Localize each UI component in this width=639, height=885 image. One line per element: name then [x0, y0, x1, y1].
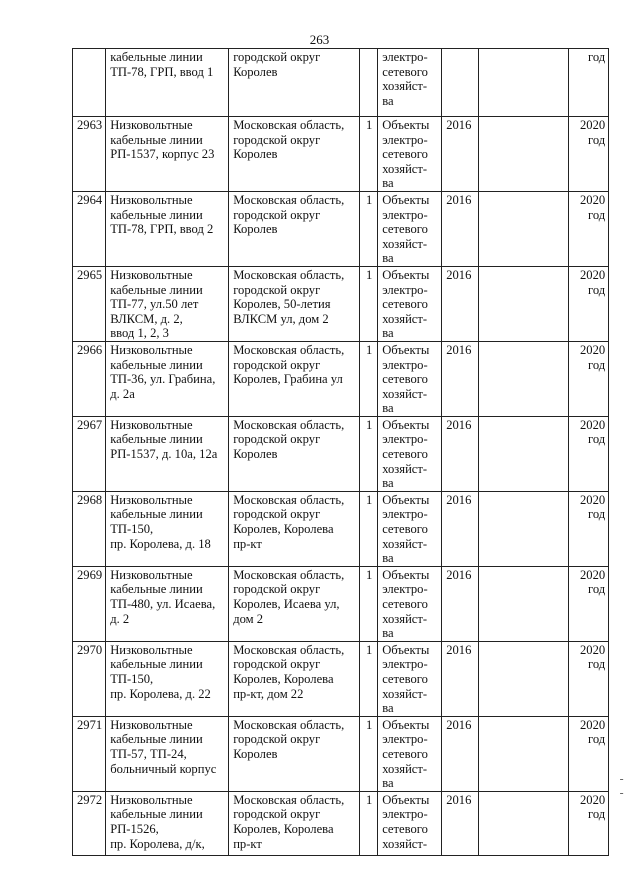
table-row [73, 491, 609, 566]
cell-year-start [442, 49, 479, 117]
cell-object-name: Низковольтные кабельные линии ТП-57, ТП-24, больничный корпус [106, 716, 229, 791]
cell-year-start: 2016 [442, 566, 479, 641]
cell-year-end: год [569, 49, 609, 117]
cell-number: 2964 [73, 191, 106, 266]
cell-year-end: 2020 год [569, 716, 609, 791]
cell-category: Объекты электро- сетевого хозяйст- ва [378, 641, 442, 716]
cell-year-end: 2020 год [569, 341, 609, 416]
table-row [73, 791, 609, 855]
cell-number: 2969 [73, 566, 106, 641]
cell-object-name: Низковольтные кабельные линии РП-1537, д. 10а, 12а [106, 416, 229, 491]
cell-address: Московская область, городской округ Королев, 50-летия ВЛКСМ ул, дом 2 [229, 266, 360, 341]
cell-empty [479, 791, 569, 855]
cell-number: 2968 [73, 491, 106, 566]
cell-object-name: Низковольтные кабельные линии ТП-36, ул. Грабина, д. 2а [106, 341, 229, 416]
cell-empty [479, 416, 569, 491]
cell-address: Московская область, городской округ Королев, Исаева ул, дом 2 [229, 566, 360, 641]
cell-address: Московская область, городской округ Королев, Королева пр-кт [229, 791, 360, 855]
cell-quantity: 1 [360, 341, 378, 416]
table-row [73, 341, 609, 416]
table-row [73, 191, 609, 266]
cell-address: Московская область, городской округ Королев, Грабина ул [229, 341, 360, 416]
cell-empty [479, 641, 569, 716]
cell-object-name: Низковольтные кабельные линии ТП-150, пр. Королева, д. 22 [106, 641, 229, 716]
cell-quantity: 1 [360, 117, 378, 192]
cell-quantity: 1 [360, 716, 378, 791]
cell-address: Московская область, городской округ Королев, Королева пр-кт [229, 491, 360, 566]
cell-address: городской округ Королев [229, 49, 360, 117]
cell-empty [479, 341, 569, 416]
page-number: 263 [309, 32, 330, 47]
cell-number: 2967 [73, 416, 106, 491]
cell-address: Московская область, городской округ Королев, Королева пр-кт, дом 22 [229, 641, 360, 716]
table-row [73, 117, 609, 192]
cell-quantity: 1 [360, 191, 378, 266]
cell-year-end: 2020 год [569, 266, 609, 341]
cell-quantity: 1 [360, 641, 378, 716]
cell-object-name: Низковольтные кабельные линии РП-1537, корпус 23 [106, 117, 229, 192]
cell-year-start: 2016 [442, 266, 479, 341]
cell-quantity [360, 49, 378, 117]
cell-number: 2965 [73, 266, 106, 341]
cell-category: Объекты электро- сетевого хозяйст- ва [378, 117, 442, 192]
cell-quantity: 1 [360, 416, 378, 491]
cell-year-start: 2016 [442, 791, 479, 855]
cell-category: Объекты электро- сетевого хозяйст- ва [378, 191, 442, 266]
cell-object-name: Низковольтные кабельные линии ТП-78, ГРП, ввод 2 [106, 191, 229, 266]
cell-year-end: 2020 год [569, 416, 609, 491]
cell-year-start: 2016 [442, 641, 479, 716]
cell-object-name: Низковольтные кабельные линии ТП-77, ул.50 лет ВЛКСМ, д. 2, ввод 1, 2, 3 [106, 266, 229, 341]
cell-object-name: Низковольтные кабельные линии ТП-480, ул. Исаева, д. 2 [106, 566, 229, 641]
cell-empty [479, 716, 569, 791]
cell-object-name: Низковольтные кабельные линии РП-1526, пр. Королева, д/к, [106, 791, 229, 855]
cell-number: 2966 [73, 341, 106, 416]
cell-category: Объекты электро- сетевого хозяйст- ва [378, 341, 442, 416]
cell-empty [479, 191, 569, 266]
cell-year-end: 2020 год [569, 641, 609, 716]
cell-quantity: 1 [360, 791, 378, 855]
cell-year-start: 2016 [442, 716, 479, 791]
cell-category: Объекты электро- сетевого хозяйст- ва [378, 716, 442, 791]
cell-year-start: 2016 [442, 341, 479, 416]
table-row [73, 716, 609, 791]
cell-address: Московская область, городской округ Королев [229, 716, 360, 791]
table-row [73, 641, 609, 716]
cell-quantity: 1 [360, 491, 378, 566]
cell-address: Московская область, городской округ Королев [229, 416, 360, 491]
cell-number: 2972 [73, 791, 106, 855]
cell-year-end: 2020 год [569, 791, 609, 855]
cell-number: 2970 [73, 641, 106, 716]
cell-quantity: 1 [360, 566, 378, 641]
margin-mark: - - [618, 772, 627, 800]
cell-year-start: 2016 [442, 491, 479, 566]
table-row [73, 566, 609, 641]
cell-year-end: 2020 год [569, 117, 609, 192]
cell-address: Московская область, городской округ Королев [229, 191, 360, 266]
cell-year-start: 2016 [442, 416, 479, 491]
cell-category: Объекты электро- сетевого хозяйст- ва [378, 416, 442, 491]
cell-empty [479, 266, 569, 341]
cell-address: Московская область, городской округ Королев [229, 117, 360, 192]
table-row [73, 266, 609, 341]
cell-category: электро- сетевого хозяйст- ва [378, 49, 442, 117]
cell-year-end: 2020 год [569, 491, 609, 566]
cell-year-start: 2016 [442, 117, 479, 192]
table-body [73, 49, 609, 856]
cell-category: Объекты электро- сетевого хозяйст- [378, 791, 442, 855]
cell-year-end: 2020 год [569, 566, 609, 641]
table-row [73, 416, 609, 491]
cell-object-name: кабельные линии ТП-78, ГРП, ввод 1 [106, 49, 229, 117]
cell-category: Объекты электро- сетевого хозяйст- ва [378, 266, 442, 341]
registry-table [72, 48, 609, 856]
cell-object-name: Низковольтные кабельные линии ТП-150, пр. Королева, д. 18 [106, 491, 229, 566]
cell-number: 2963 [73, 117, 106, 192]
cell-number: 2971 [73, 716, 106, 791]
cell-empty [479, 566, 569, 641]
cell-quantity: 1 [360, 266, 378, 341]
table-row [73, 49, 609, 117]
cell-empty [479, 49, 569, 117]
cell-year-end: 2020 год [569, 191, 609, 266]
cell-empty [479, 117, 569, 192]
cell-empty [479, 491, 569, 566]
cell-year-start: 2016 [442, 191, 479, 266]
cell-category: Объекты электро- сетевого хозяйст- ва [378, 491, 442, 566]
cell-number [73, 49, 106, 117]
cell-category: Объекты электро- сетевого хозяйст- ва [378, 566, 442, 641]
